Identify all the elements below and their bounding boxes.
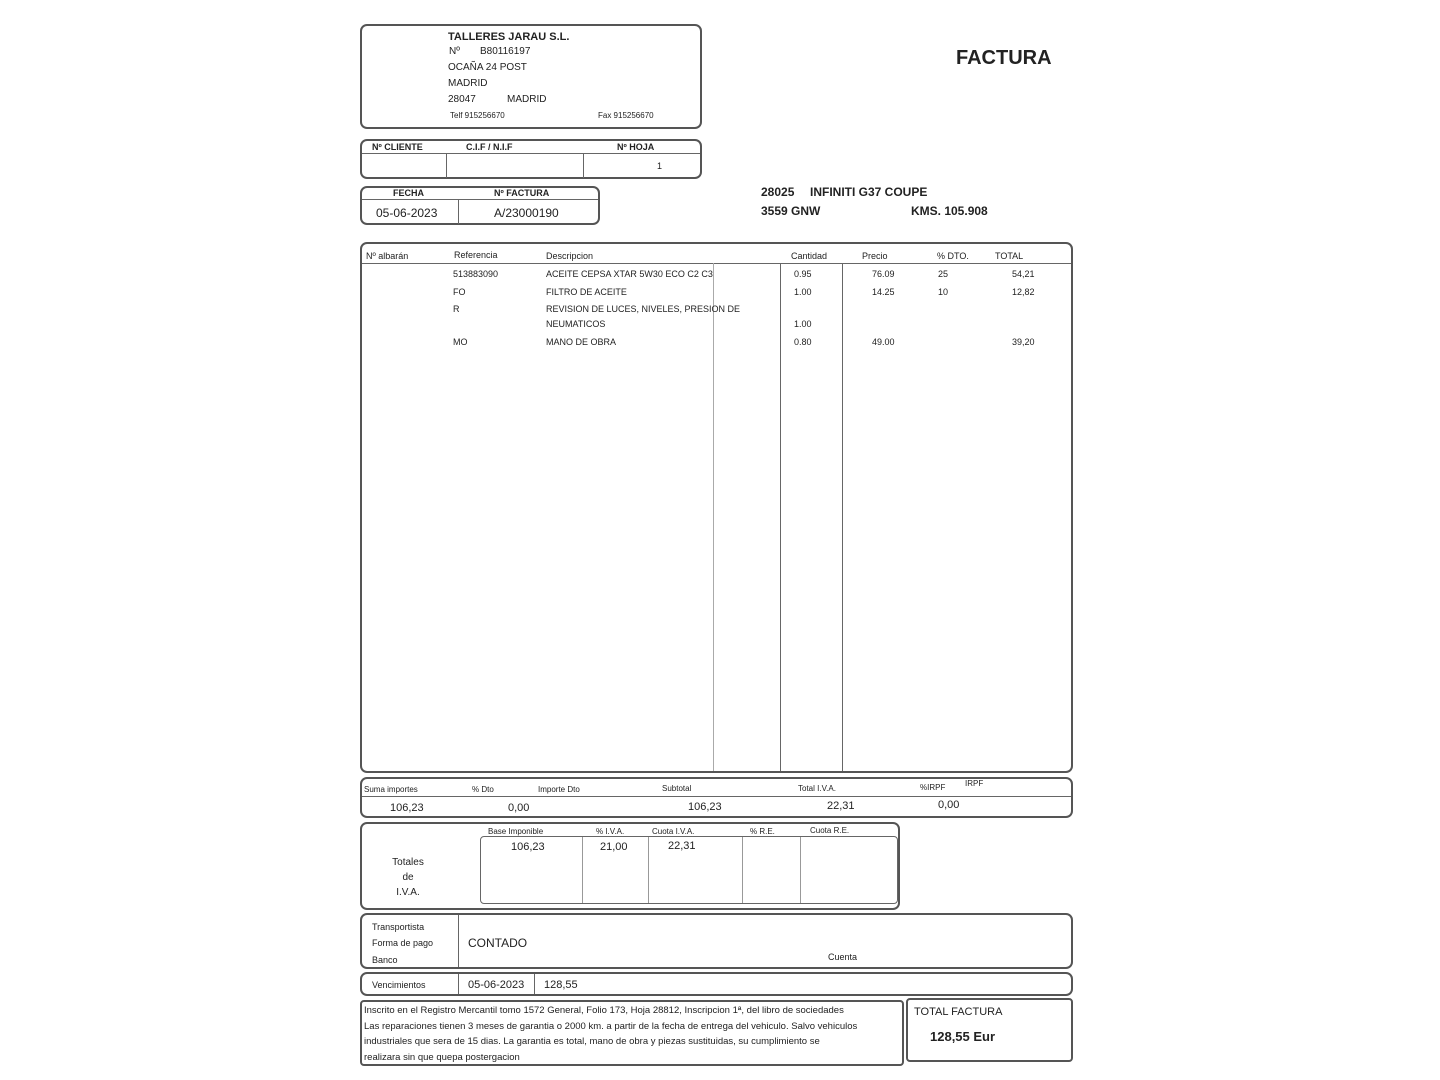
col-descripcion-header: Descripcion (546, 251, 594, 261)
table-row-total: 54,21 (1012, 269, 1035, 279)
fecha-label: FECHA (393, 188, 424, 198)
vencimiento-fecha: 05-06-2023 (468, 979, 525, 991)
col-referencia-header: Referencia (454, 250, 498, 260)
total-factura-value: 128,55 Eur (930, 1029, 996, 1044)
iva-base-value: 106,23 (511, 841, 545, 853)
col-precio-header: Precio (862, 251, 888, 261)
cuenta-label: Cuenta (828, 952, 858, 962)
table-row-dto: 10 (938, 287, 949, 297)
iva-cuota-value: 22,31 (668, 840, 696, 852)
invoice-date: 05-06-2023 (376, 206, 438, 220)
summary-dto-value: 0,00 (508, 802, 530, 814)
iva-pct-label: % I.V.A. (596, 827, 625, 836)
company-city2: MADRID (507, 94, 547, 105)
iva-cuota-label: Cuota I.V.A. (652, 827, 695, 836)
table-row-descripcion: REVISION DE LUCES, NIVELES, PRESION DE (546, 304, 741, 314)
summary-dto-label: % Dto (472, 785, 494, 794)
company-name: TALLERES JARAU S.L. (448, 31, 570, 43)
suma-importes-value: 106,23 (390, 802, 424, 814)
legal-notice (364, 1003, 857, 1065)
banco-label: Banco (372, 955, 398, 965)
table-row-total: 12,82 (1012, 287, 1035, 297)
subtotal-value: 106,23 (688, 801, 722, 813)
company-city: MADRID (448, 78, 488, 89)
transportista-label: Transportista (372, 922, 425, 932)
irpf-pct-label: %IRPF (920, 783, 946, 792)
re-pct-label: % R.E. (750, 827, 775, 836)
table-row-dto: 25 (938, 269, 949, 279)
table-row-descripcion-cont: NEUMATICOS (546, 319, 606, 329)
col-total-header: TOTAL (995, 251, 1024, 261)
table-row-cantidad: 0.95 (794, 269, 812, 279)
vencimiento-importe: 128,55 (544, 979, 578, 991)
company-address: OCAÑA 24 POST (448, 62, 527, 73)
legal-line: industriales que sera de 15 dias. La garantia es total, mano de obra y piezas sustituidas, su cumplimiento se (364, 1036, 820, 1047)
table-row-descripcion: MANO DE OBRA (546, 337, 617, 347)
legal-line: realizara sin que quepa postergacion (364, 1051, 520, 1063)
iva-title-line3: I.V.A. (396, 887, 420, 898)
company-tel: Telf 915256670 (450, 111, 505, 120)
forma-pago-value: CONTADO (468, 936, 528, 950)
company-fax: Fax 915256670 (598, 111, 654, 120)
company-postal-code: 28047 (448, 94, 476, 105)
lines-table (360, 242, 1073, 773)
table-row-cantidad: 1.00 (794, 319, 812, 329)
client-hoja-value: 1 (657, 161, 663, 171)
vehicle-kms: KMS. 105.908 (911, 204, 988, 218)
iva-title-line1: Totales (392, 857, 424, 868)
factura-number-label: Nº FACTURA (494, 188, 550, 198)
total-factura-label: TOTAL FACTURA (914, 1006, 1003, 1018)
table-row-referencia: FO (453, 287, 466, 297)
legal-line: Las reparaciones tienen 3 meses de garantia o 2000 km. a partir de la fecha de entrega del vehiculo. Salvo vehiculos (364, 1020, 858, 1032)
company-nif: B80116197 (480, 46, 531, 57)
col-dto-header: % DTO. (937, 251, 969, 261)
client-cif-label: C.I.F / N.I.F (466, 142, 513, 152)
total-iva-value: 22,31 (827, 800, 855, 812)
vehicle-code: 28025 (761, 185, 795, 199)
iva-pct-value: 21,00 (600, 841, 628, 853)
col-cantidad-header: Cantidad (791, 251, 828, 261)
table-row-referencia: 513883090 (453, 269, 499, 279)
irpf-value: 0,00 (938, 799, 960, 811)
table-row-cantidad: 0.80 (794, 337, 812, 347)
invoice-number: A/23000190 (494, 206, 559, 220)
table-row-descripcion: FILTRO DE ACEITE (546, 287, 627, 297)
subtotal-label: Subtotal (662, 784, 692, 793)
iva-title (380, 855, 436, 900)
document-title: FACTURA (956, 47, 1052, 69)
iva-base-label: Base Imponible (488, 827, 544, 836)
table-row-referencia: MO (453, 337, 468, 347)
re-cuota-label: Cuota R.E. (810, 826, 850, 835)
table-row-total: 39,20 (1012, 337, 1035, 347)
table-row-precio: 14.25 (872, 287, 895, 297)
table-row-referencia: R (453, 304, 460, 314)
table-row-precio: 76.09 (872, 269, 895, 279)
suma-importes-label: Suma importes (364, 785, 418, 794)
vencimientos-label: Vencimientos (372, 980, 426, 990)
payment-box (360, 913, 1073, 969)
irpf-label: IRPF (965, 779, 984, 788)
vehicle-plate: 3559 GNW (761, 204, 821, 218)
col-albaran-header: Nº albarán (366, 251, 409, 261)
table-row-descripcion: ACEITE CEPSA XTAR 5W30 ECO C2 C3 (546, 269, 713, 279)
vencimientos-box (360, 972, 1073, 996)
iva-title-line2: de (402, 872, 414, 883)
total-iva-label: Total I.V.A. (798, 784, 836, 793)
client-number-label: Nº CLIENTE (372, 142, 423, 152)
table-row-cantidad: 1.00 (794, 287, 812, 297)
company-nif-label: Nº (449, 46, 460, 57)
legal-line: Inscrito en el Registro Mercantil tomo 1572 General, Folio 173, Hoja 28812, Inscripcion 1ª, del libro de sociedades (364, 1005, 844, 1016)
importe-dto-label: Importe Dto (538, 785, 580, 794)
client-hoja-label: Nº HOJA (617, 142, 655, 152)
forma-pago-label: Forma de pago (372, 938, 434, 948)
vehicle-model: INFINITI G37 COUPE (810, 185, 928, 199)
table-row-precio: 49.00 (872, 337, 895, 347)
